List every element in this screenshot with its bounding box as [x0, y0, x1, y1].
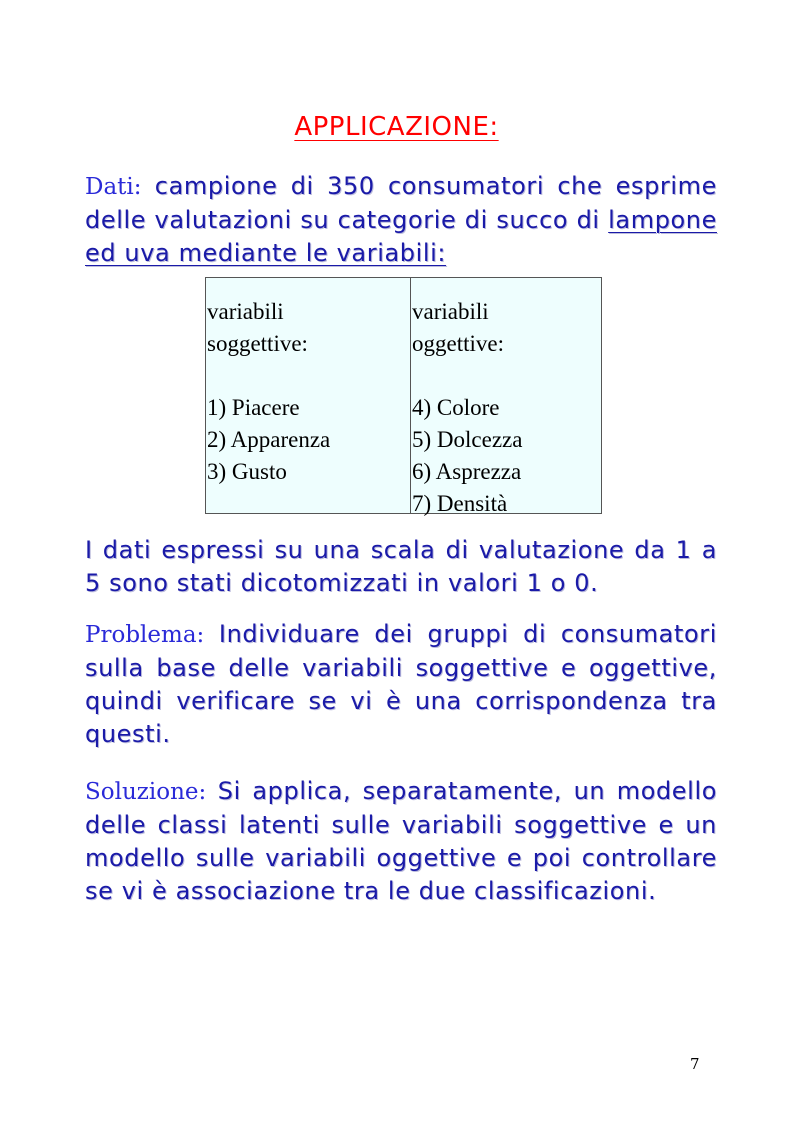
subjective-item: 2) Apparenza	[207, 427, 331, 452]
objective-header-line2: oggettive:	[412, 331, 504, 356]
objective-variables-column	[412, 296, 522, 520]
page-number: 7	[690, 1055, 700, 1073]
soluzione-label: Soluzione:	[85, 779, 207, 805]
problema-paragraph	[85, 618, 717, 751]
table-divider	[410, 278, 411, 513]
page-title: APPLICAZIONE:	[294, 112, 499, 142]
objective-item: 4) Colore	[412, 395, 500, 420]
dati-label: Dati:	[85, 174, 142, 200]
dati-text: campione di 350 consumatori che esprime delle valutazioni su categorie di succo di	[85, 172, 717, 234]
soluzione-paragraph	[85, 775, 717, 908]
dati-text-last: lampone ed uva mediante le variabili:	[85, 206, 717, 267]
objective-item: 5) Dolcezza	[412, 427, 523, 452]
subjective-item: 3) Gusto	[207, 459, 287, 484]
objective-item: 7) Densità	[412, 491, 508, 516]
objective-header-line1: variabili	[412, 299, 489, 324]
subjective-header-line2: soggettive:	[207, 331, 308, 356]
subjective-variables-column	[207, 296, 330, 488]
scale-note-paragraph: I dati espressi su una scala di valutazione da 1 a 5 sono stati dicotomizzati in valori 1 o 0.	[85, 536, 717, 597]
problema-text: Individuare dei gruppi di consumatori sulla base delle variabili soggettive e oggettive, quindi verificare se vi è una corrispondenza tra questi.	[85, 620, 718, 748]
variables-table	[205, 277, 602, 514]
subjective-header-line1: variabili	[207, 299, 284, 324]
objective-item: 6) Asprezza	[412, 459, 522, 484]
dati-paragraph	[85, 170, 717, 270]
soluzione-text: Si applica, separatamente, un modello delle classi latenti sulle variabili soggettive e un modello sulle variabili oggettive e poi controllare se vi è associazione tra le due classificazioni.	[85, 777, 717, 905]
problema-label: Problema:	[85, 622, 205, 648]
subjective-item: 1) Piacere	[207, 395, 300, 420]
